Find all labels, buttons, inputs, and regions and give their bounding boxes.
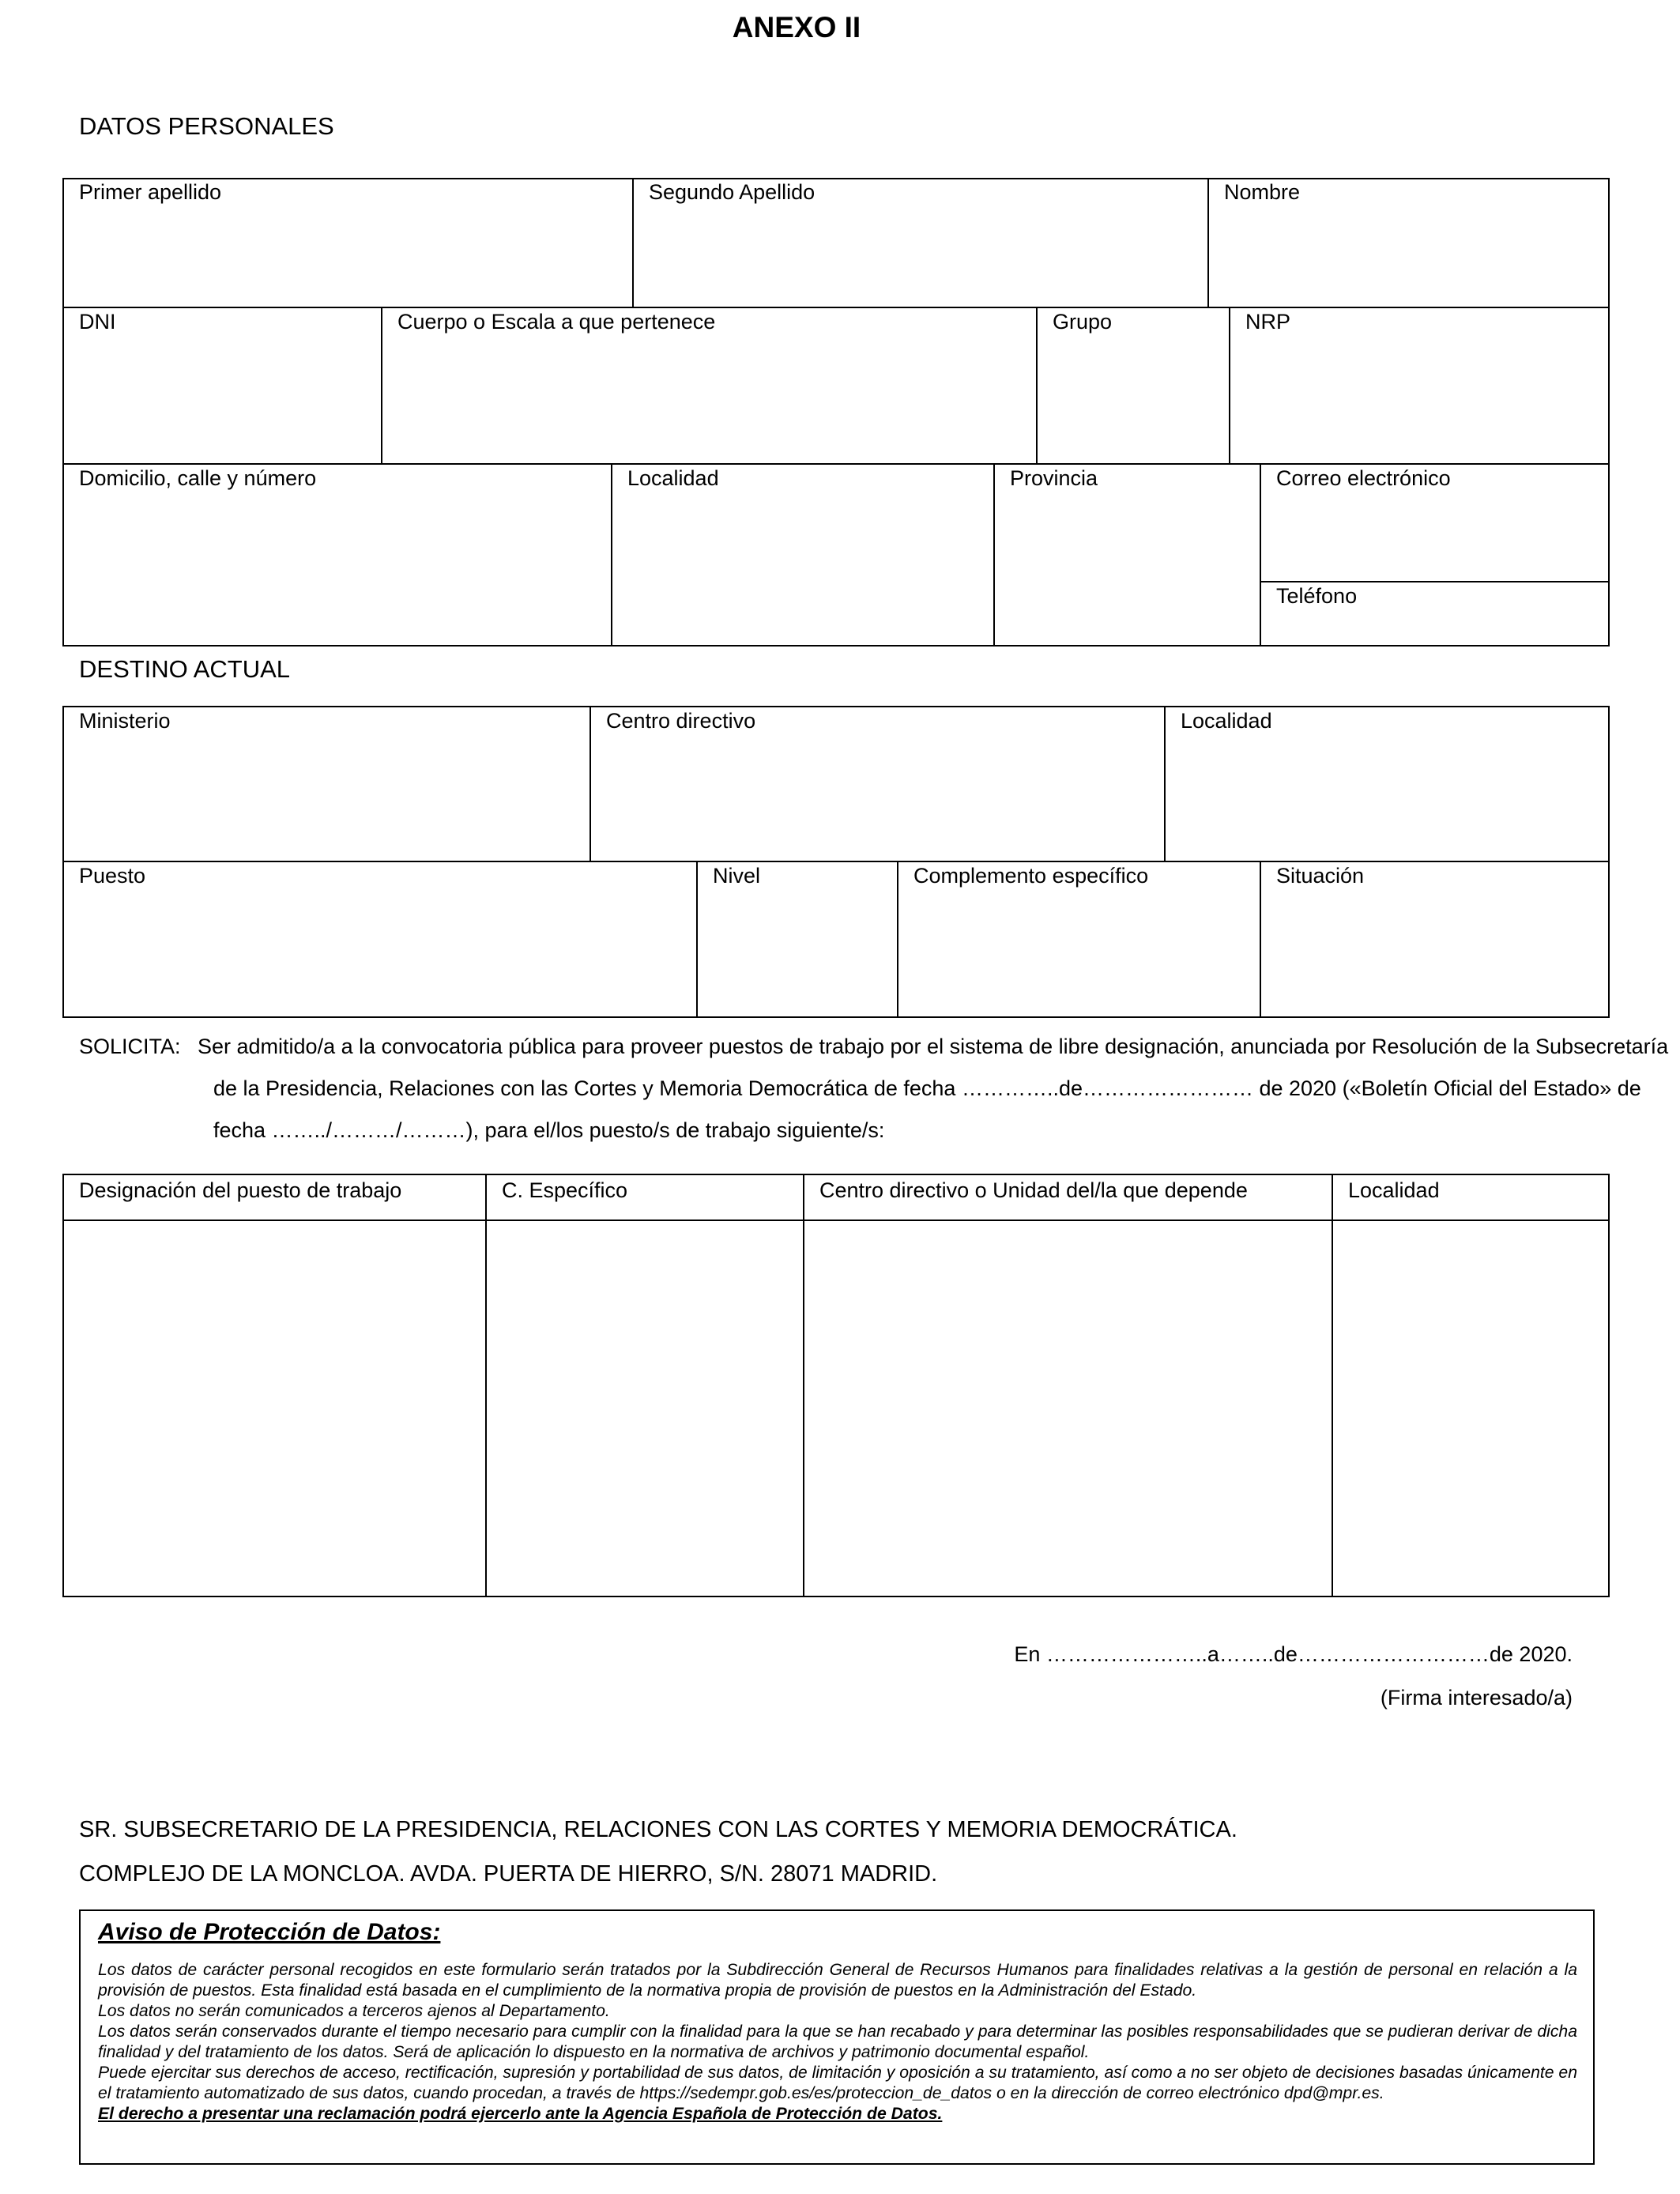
addressee-line1: SR. SUBSECRETARIO DE LA PRESIDENCIA, RELACIONES CON LAS CORTES Y MEMORIA DEMOCRÁTICA. [79,1817,1237,1842]
row-divider [62,861,1610,862]
header-c-especifico: C. Específico [502,1178,628,1202]
field-nrp[interactable]: NRP [1245,310,1291,334]
solicita-text-line3: fecha ……../………/………), para el/los puesto/s de trabajo siguiente/s: [213,1118,885,1142]
notice-complaint-line: El derecho a presentar una reclamación podrá ejercerlo ante la Agencia Española de Protección de Datos. [98,2105,943,2123]
col-divider [1036,307,1038,465]
field-segundo-apellido[interactable]: Segundo Apellido [649,180,816,204]
field-nivel[interactable]: Nivel [713,864,761,888]
notice-paragraph: Los datos de carácter personal recogidos en este formulario serán tratados por la Subdirección General de Recursos Humanos para finalidades relativas a la gestión de personal en relación a la provisión de puestos. Esta finalidad está basada en el cumplimiento de la normativa propia de provisión de puestos en la Administración del Estado. [98,1961,1577,2000]
solicita-text-line1: Ser admitido/a a la convocatoria pública para proveer puestos de trabajo por el sistema de libre designación, anunciada por Resolución de la Subsecretaría [198,1035,1669,1058]
header-localidad: Localidad [1348,1178,1440,1202]
field-primer-apellido[interactable]: Primer apellido [79,180,222,204]
col-divider [590,706,591,862]
notice-body [98,1960,1577,2124]
col-divider [1229,307,1230,465]
notice-paragraph: Los datos no serán comunicados a terceros ajenos al Departamento. [98,2002,610,2020]
field-centro-directivo[interactable]: Centro directivo [606,709,756,733]
solicita-text-line2: de la Presidencia, Relaciones con las Cortes y Memoria Democrática de fecha …………..de…………………… de 2020 («Boletín Oficial del Estado» de [213,1076,1641,1100]
field-ministerio[interactable]: Ministerio [79,709,171,733]
field-puesto[interactable]: Puesto [79,864,146,888]
row-divider [62,463,1610,465]
field-telefono[interactable]: Teléfono [1276,584,1358,608]
field-complemento[interactable]: Complemento específico [913,864,1149,888]
notice-title: Aviso de Protección de Datos: [98,1919,441,1945]
solicita-label: SOLICITA: [79,1035,181,1058]
field-cuerpo[interactable]: Cuerpo o Escala a que pertenece [397,310,716,334]
field-domicilio[interactable]: Domicilio, calle y número [79,466,317,490]
field-situacion[interactable]: Situación [1276,864,1365,888]
col-divider [381,307,382,465]
cell-c-especifico[interactable] [487,1221,803,1596]
field-grupo[interactable]: Grupo [1053,310,1113,334]
section-destino-actual: DESTINO ACTUAL [79,655,290,683]
col-divider [632,178,634,308]
page-title: ANEXO II [732,11,861,43]
col-divider [993,463,995,647]
place-date-line: En …………………..a……..de………………………de 2020. [1014,1642,1573,1666]
row-divider [1260,581,1610,582]
header-centro-directivo: Centro directivo o Unidad del/la que depende [819,1178,1248,1202]
cell-localidad[interactable] [1333,1221,1608,1596]
field-provincia[interactable]: Provincia [1010,466,1098,490]
section-datos-personales: DATOS PERSONALES [79,112,334,140]
col-divider [1260,463,1261,647]
cell-designacion[interactable] [64,1221,485,1596]
field-destino-localidad[interactable]: Localidad [1181,709,1272,733]
addressee-line2: COMPLEJO DE LA MONCLOA. AVDA. PUERTA DE HIERRO, S/N. 28071 MADRID. [79,1861,938,1887]
col-divider [897,861,898,1018]
field-nombre[interactable]: Nombre [1224,180,1301,204]
signature-label: (Firma interesado/a) [1380,1686,1573,1710]
col-divider [1260,861,1261,1018]
field-localidad[interactable]: Localidad [627,466,719,490]
col-divider [611,463,612,647]
col-divider [1164,706,1166,862]
col-divider [1207,178,1209,308]
col-divider [696,861,698,1018]
notice-paragraph: Los datos serán conservados durante el tiempo necesario para cumplir con la finalidad para la que se han recabado y para determinar las posibles responsabilidades que se pudieran derivar de dicha finalidad y del tratamiento de los datos. Será de aplicación lo dispuesto en la normativa de archivos y patrimonio documental español. [98,2022,1577,2061]
datos-personales-table [62,178,1610,647]
field-correo[interactable]: Correo electrónico [1276,466,1451,490]
field-dni[interactable]: DNI [79,310,116,334]
header-designacion: Designación del puesto de trabajo [79,1178,402,1202]
row-divider [62,307,1610,308]
data-protection-notice [79,1909,1595,2165]
notice-paragraph: Puede ejercitar sus derechos de acceso, rectificación, supresión y portabilidad de sus datos, de limitación y oposición a su tratamiento, así como a no ser objeto de decisiones basadas únicamente en el tratamiento automatizado de sus datos, cuando procedan, a través de https://sedempr.gob.es/es/proteccion_de_datos o en la dirección de correo electrónico dpd@mpr.es. [98,2064,1577,2102]
cell-centro-directivo[interactable] [804,1221,1332,1596]
